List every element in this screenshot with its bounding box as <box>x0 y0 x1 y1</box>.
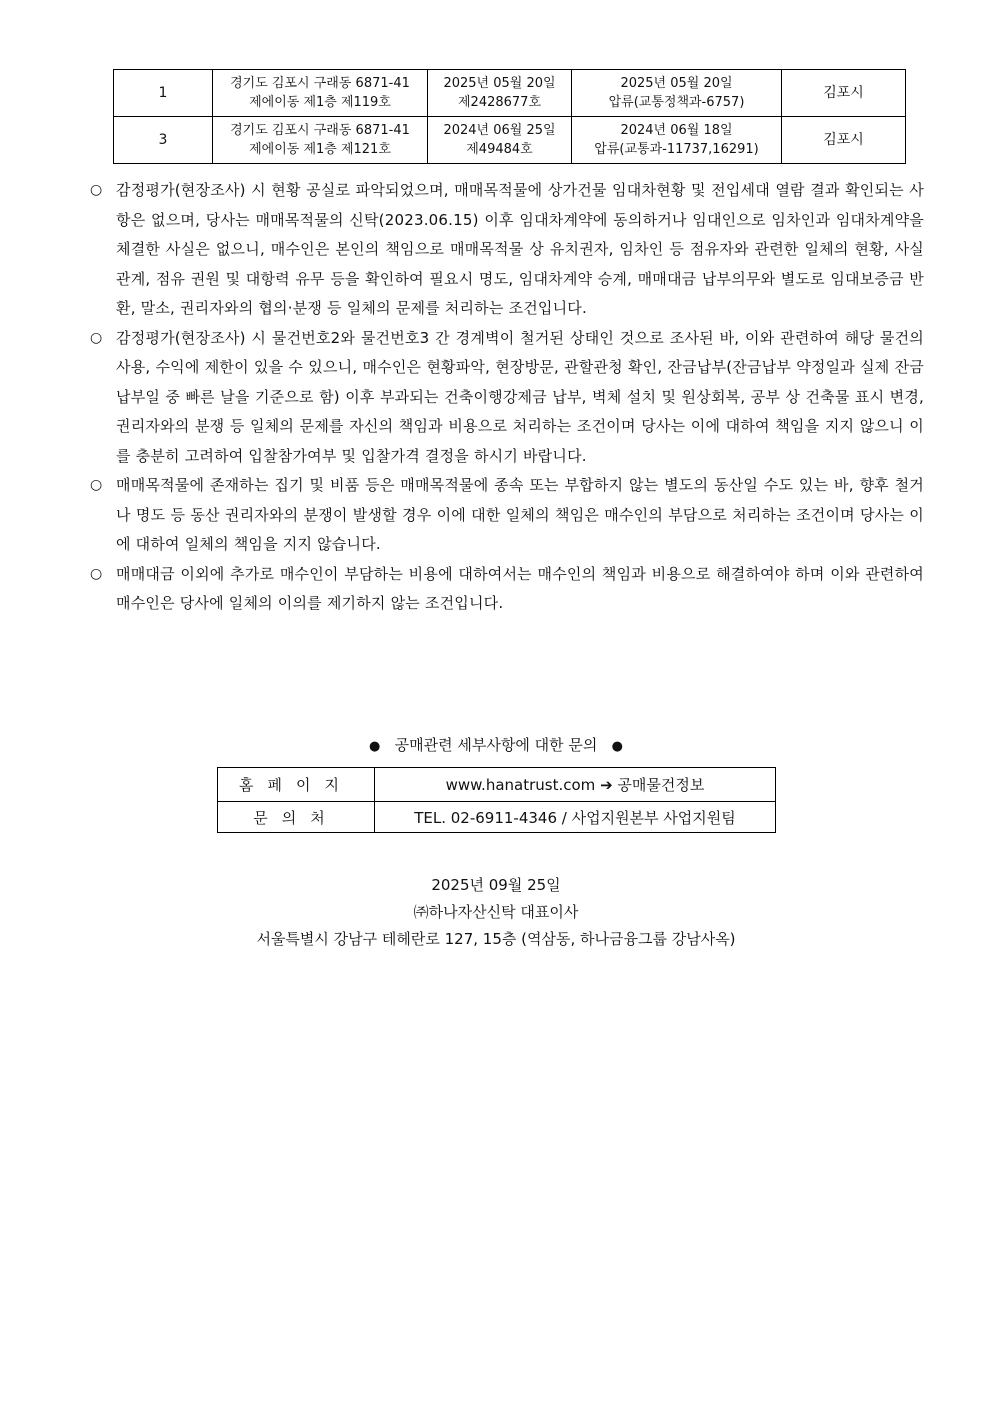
address-line: 제에이동 제1층 제121호 <box>249 142 391 157</box>
footer-address: 서울특별시 강남구 테헤란로 127, 15층 (역삼동, 하나금융그룹 강남사옥) <box>256 930 736 948</box>
contact-title-text: 공매관련 세부사항에 대한 문의 <box>394 736 598 754</box>
circle-bullet-icon: ○ <box>90 329 103 346</box>
note-item <box>88 560 924 619</box>
arrow-right-icon: ➔ <box>600 776 613 794</box>
note-text: 매매대금 이외에 추가로 매수인이 부담하는 비용에 대하여서는 매수인의 책임과 비용으로 해결하여야 하며 이와 관련하여 매수인은 당사에 일체의 이의를 제기하지 않는 조건입니다. <box>116 564 924 612</box>
footer-date: 2025년 09월 25일 <box>431 876 561 894</box>
contact-table <box>217 767 776 833</box>
row-holder: 김포시 <box>782 117 906 164</box>
homepage-menu: 공매물건정보 <box>617 776 705 794</box>
note-item <box>88 324 924 472</box>
row-receipt <box>428 117 572 164</box>
note-text: 매매목적물에 존재하는 집기 및 비품 등은 매매목적물에 종속 또는 부합하지 않는 별도의 동산일 수도 있는 바, 향후 철거나 명도 등 동산 권리자와의 분쟁이 발생할 경우 이에 대한 일체의 책임은 매수인의 부담으로 처리하는 조건이며 당사는 이에 대하여 일체의 책임을 지지 않습니다. <box>116 476 924 553</box>
inquiry-value: TEL. 02-6911-4346 / 사업지원본부 사업지원팀 <box>375 802 776 833</box>
receipt-number: 제2428677호 <box>457 95 541 110</box>
receipt-date: 2024년 06월 25일 <box>443 123 556 138</box>
contact-title <box>0 733 992 759</box>
cause-text: 압류(교통과-11737,16291) <box>594 142 759 157</box>
row-cause <box>572 117 782 164</box>
homepage-value <box>375 768 776 802</box>
receipt-date: 2025년 05월 20일 <box>443 76 556 91</box>
homepage-label: 홈페이지 <box>218 768 375 802</box>
cause-text: 압류(교통정책과-6757) <box>608 95 745 110</box>
homepage-row <box>218 768 776 802</box>
registry-table <box>113 69 906 164</box>
row-number: 3 <box>114 117 213 164</box>
bullet-dot-icon: ● <box>369 739 381 754</box>
inquiry-label: 문의처 <box>218 802 375 833</box>
row-address <box>213 70 428 117</box>
table-row <box>114 70 906 117</box>
row-cause <box>572 70 782 117</box>
inquiry-row <box>218 802 776 833</box>
circle-bullet-icon: ○ <box>90 565 103 582</box>
note-text: 감정평가(현장조사) 시 현황 공실로 파악되었으며, 매매목적물에 상가건물 임대차현황 및 전입세대 열람 결과 확인되는 사항은 없으며, 당사는 매매목적물의 신탁(2023.06.15) 이후 임대차계약에 동의하거나 임대인으로 임차인과 임대차계약을 체결한 사실은 없으니, 매수인은 본인의 책임으로 매매목적물 상 유치권자, 임차인 등 점유자와 관련한 일체의 현황, 사실관계, 점유 권원 및 대항력 유무 등을 확인하여 필요시 명도, 임대차계약 승계, 매매대금 납부의무와 별도로 임대보증금 반환, 말소, 권리자와의 협의·분쟁 등 일체의 문제를 처리하는 조건입니다. <box>116 181 924 317</box>
note-text: 감정평가(현장조사) 시 물건번호2와 물건번호3 간 경계벽이 철거된 상태인 것으로 조사된 바, 이와 관련하여 해당 물건의 사용, 수익에 제한이 있을 수 있으니, 매수인은 현황파악, 현장방문, 관할관청 확인, 잔금납부(잔금납부 약정일과 실제 잔금납부일 중 빠른 날을 기준으로 함) 이후 부과되는 건축이행강제금 납부, 벽체 설치 및 원상회복, 공부 상 건축물 표시 변경, 권리자와의 분쟁 등 일체의 문제를 자신의 책임과 비용으로 처리하는 조건이며 당사는 이에 대하여 책임을 지지 않으니 이를 충분히 고려하여 입찰참가여부 및 입찰가격 결정을 하시기 바랍니다. <box>116 328 924 465</box>
row-holder: 김포시 <box>782 70 906 117</box>
footer-company: ㈜하나자산신탁 대표이사 <box>413 903 579 921</box>
homepage-link[interactable]: www.hanatrust.com <box>445 776 596 794</box>
cause-date: 2025년 05월 20일 <box>620 76 733 91</box>
note-item <box>88 176 924 324</box>
circle-bullet-icon: ○ <box>90 182 103 198</box>
bullet-dot-icon: ● <box>611 739 623 754</box>
address-line: 경기도 김포시 구래동 6871-41 <box>230 123 410 138</box>
address-line: 경기도 김포시 구래동 6871-41 <box>230 76 410 91</box>
footer <box>0 872 992 953</box>
row-receipt <box>428 70 572 117</box>
address-line: 제에이동 제1층 제119호 <box>249 95 391 110</box>
row-address <box>213 117 428 164</box>
table-row <box>114 117 906 164</box>
notes-list <box>88 176 924 619</box>
circle-bullet-icon: ○ <box>90 477 103 493</box>
cause-date: 2024년 06월 18일 <box>620 123 733 138</box>
note-item <box>88 471 924 560</box>
row-number: 1 <box>114 70 213 117</box>
receipt-number: 제49484호 <box>466 142 533 157</box>
